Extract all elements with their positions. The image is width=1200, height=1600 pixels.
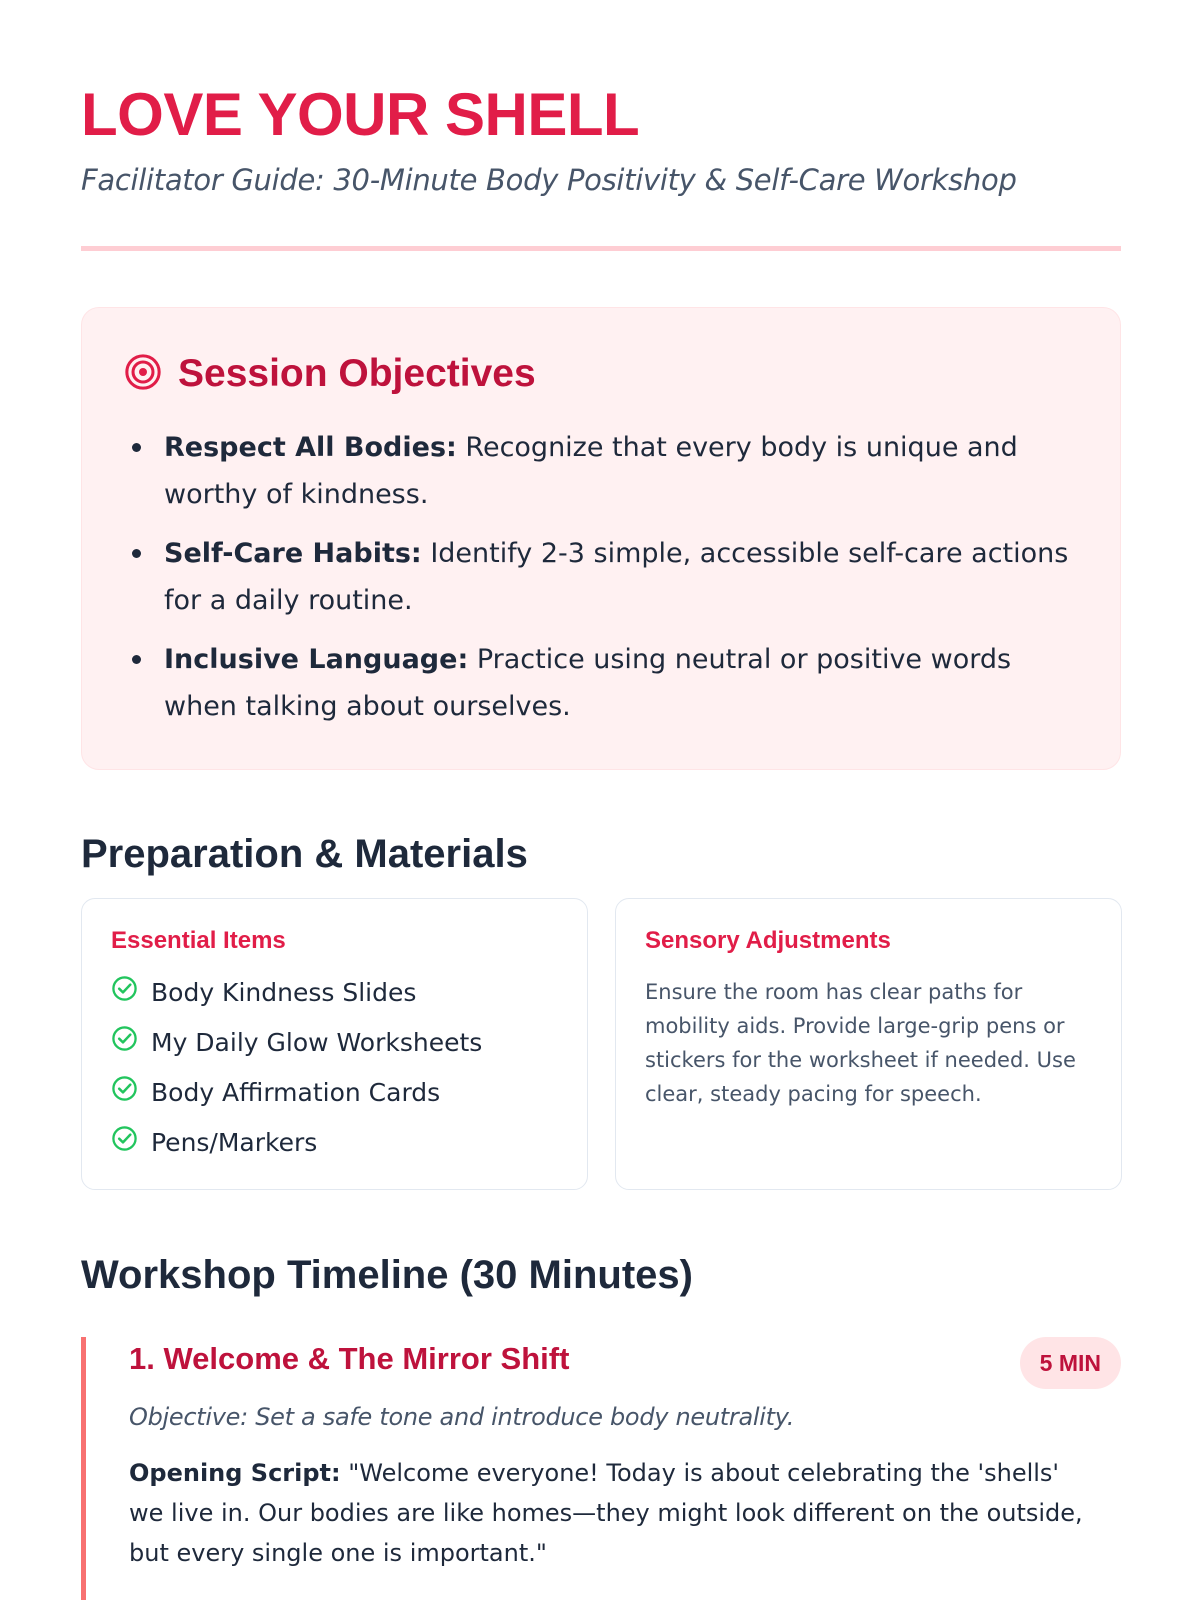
objectives-header xyxy=(124,352,536,396)
essential-items-card xyxy=(81,898,588,1190)
objective-item xyxy=(124,636,1084,730)
timeline-segment xyxy=(81,1337,1121,1600)
opening-script-text: "Welcome everyone! Today is about celebrating the 'shells' we live in. Our bodies are like homes—they might look different on the outside, but every single one is important." xyxy=(129,1459,1083,1567)
objective-item xyxy=(124,530,1084,624)
essential-items-title: Essential Items xyxy=(111,927,286,954)
preparation-title: Preparation & Materials xyxy=(81,832,528,876)
page-title: LOVE YOUR SHELL xyxy=(81,81,640,148)
opening-script-label: Opening Script: xyxy=(129,1459,341,1487)
objective-label: Self-Care Habits: xyxy=(164,538,422,569)
bullet-dot xyxy=(132,443,141,452)
essential-item-label: Body Affirmation Cards xyxy=(151,1077,441,1107)
objective-item xyxy=(124,424,1084,518)
check-circle-icon xyxy=(111,1125,151,1160)
essential-item xyxy=(111,1075,558,1110)
timeline-segment-objective: Objective: Set a safe tone and introduce body neutrality. xyxy=(129,1403,795,1431)
session-objectives-box xyxy=(81,307,1121,770)
objective-text: Recognize that every body is unique and worthy of kindness. xyxy=(164,432,1018,510)
essential-item-label: Body Kindness Slides xyxy=(151,977,417,1007)
sensory-adjustments-title: Sensory Adjustments xyxy=(645,927,891,954)
check-circle-icon xyxy=(111,1025,151,1060)
objectives-title: Session Objectives xyxy=(178,352,536,395)
sensory-adjustments-card xyxy=(615,898,1122,1190)
bullet-dot xyxy=(132,655,141,664)
essential-item xyxy=(111,975,558,1010)
timeline-segment-title: 1. Welcome & The Mirror Shift xyxy=(129,1341,570,1376)
essential-items-list xyxy=(111,975,558,1160)
essential-item xyxy=(111,1025,558,1060)
check-circle-icon xyxy=(111,975,151,1010)
essential-item-label: My Daily Glow Worksheets xyxy=(151,1027,483,1057)
bullet-dot xyxy=(132,549,141,558)
objectives-list xyxy=(124,424,1084,742)
check-circle-icon xyxy=(111,1075,151,1110)
objective-label: Respect All Bodies: xyxy=(164,432,457,463)
opening-script xyxy=(129,1453,1089,1573)
essential-item-label: Pens/Markers xyxy=(151,1127,318,1157)
sensory-adjustments-text: Ensure the room has clear paths for mobility aids. Provide large-grip pens or stickers for the worksheet if needed. Use clear, steady pacing for speech. xyxy=(645,980,1076,1106)
timeline-title: Workshop Timeline (30 Minutes) xyxy=(81,1253,693,1297)
header-divider xyxy=(81,246,1121,251)
objective-text: Identify 2-3 simple, accessible self-care actions for a daily routine. xyxy=(164,538,1069,616)
objective-label: Inclusive Language: xyxy=(164,644,469,675)
objective-text: Practice using neutral or positive words when talking about ourselves. xyxy=(164,644,1012,722)
page-subtitle: Facilitator Guide: 30-Minute Body Positivity & Self-Care Workshop xyxy=(81,163,1017,197)
duration-badge: 5 MIN xyxy=(1020,1337,1121,1389)
timeline-segment-header xyxy=(129,1337,1121,1391)
essential-item xyxy=(111,1125,558,1160)
target-icon xyxy=(124,353,178,395)
